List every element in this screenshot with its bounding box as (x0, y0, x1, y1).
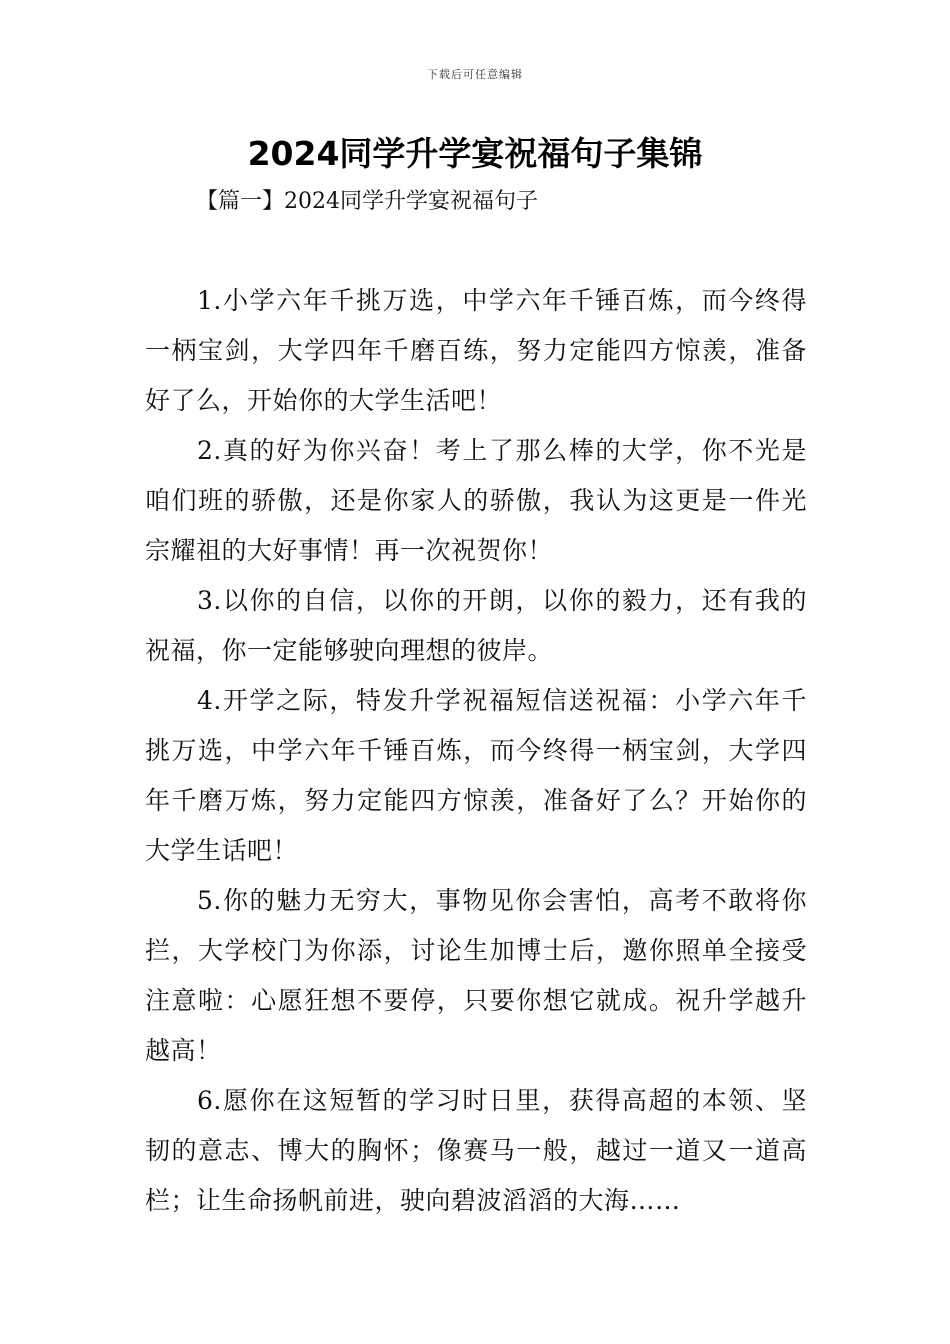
document-body (145, 276, 807, 1226)
paragraph-2: 2.真的好为你兴奋！考上了那么棒的大学，你不光是咱们班的骄傲，还是你家人的骄傲，我认为这更是一件光宗耀祖的大好事情！再一次祝贺你！ (145, 436, 807, 565)
document-title: 2024同学升学宴祝福句子集锦 (247, 134, 703, 173)
section-heading: 【篇一】2024同学升学宴祝福句子 (196, 189, 538, 214)
paragraph-3: 3.以你的自信，以你的开朗，以你的毅力，还有我的祝福，你一定能够驶向理想的彼岸。 (145, 586, 807, 665)
header-note: 下载后可任意编辑 (427, 68, 523, 81)
paragraph-4: 4.开学之际，特发升学祝福短信送祝福：小学六年千挑万选，中学六年千锤百炼，而今终得一柄宝剑，大学四年千磨万炼，努力定能四方惊羡，准备好了么？开始你的大学生话吧！ (145, 686, 807, 865)
paragraph-5: 5.你的魅力无穷大，事物见你会害怕，高考不敢将你拦，大学校门为你添，讨论生加博士后，邀你照单全接受注意啦：心愿狂想不要停，只要你想它就成。祝升学越升越高！ (145, 886, 807, 1065)
paragraph-6: 6.愿你在这短暂的学习时日里，获得高超的本领、坚韧的意志、博大的胸怀；像赛马一般，越过一道又一道高栏；让生命扬帆前进，驶向碧波滔滔的大海…… (145, 1086, 807, 1215)
paragraph-1: 1.小学六年千挑万选，中学六年千锤百炼，而今终得一柄宝剑，大学四年千磨百练，努力定能四方惊羡，准备好了么，开始你的大学生活吧！ (145, 286, 807, 415)
